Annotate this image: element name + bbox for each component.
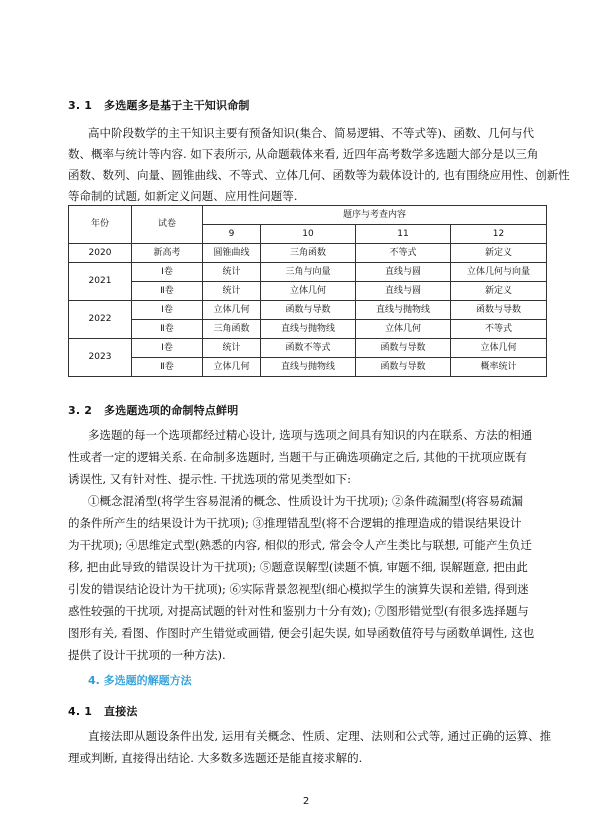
section-3-2-heading [68,402,238,418]
cell-topic: 直线与抛物线 [356,301,451,320]
header-paper: 试卷 [132,206,203,244]
cell-topic: 三角与向量 [261,263,356,282]
cell-topic: 新定义 [451,244,547,263]
header-question-11: 11 [356,225,451,244]
cell-topic: 统计 [203,263,261,282]
cell-year: 2021 [69,263,132,301]
cell-paper: Ⅰ卷 [132,339,203,358]
cell-topic: 立体几何 [356,320,451,339]
cell-topic: 函数与导数 [261,301,356,320]
cell-paper: Ⅱ卷 [132,282,203,301]
cell-paper: Ⅰ卷 [132,263,203,282]
paragraph-line: 引发的错误结论设计为干扰项); ⑥实际背景忽视型(细心模拟学生的演算失误和差错, 得到迷 [68,582,529,596]
cell-paper: Ⅱ卷 [132,320,203,339]
cell-topic: 三角函数 [203,320,261,339]
section-title: 多选题多是基于主干知识命制 [104,99,250,112]
cell-topic: 概率统计 [451,358,547,377]
cell-topic: 立体几何 [451,339,547,358]
cell-topic: 直线与圆 [356,263,451,282]
cell-topic: 不等式 [451,320,547,339]
question-topic-table [68,205,547,377]
paragraph-line: 多选题的每一个选项都经过精心设计, 选项与选项之间具有知识的内在联系、方法的相通 [88,428,533,442]
section-number: 3. 2 [68,404,93,417]
cell-year: 2023 [69,339,132,377]
paragraph-line: 高中阶段数学的主干知识主要有预备知识(集合、简易逻辑、不等式等)、函数、几何与代 [88,126,534,140]
header-group: 题序与考查内容 [203,206,547,225]
table-row [69,339,547,358]
cell-topic: 直线与圆 [356,282,451,301]
header-question-9: 9 [203,225,261,244]
section-3-1-heading [68,97,250,113]
paragraph-line: 直接法即从题设条件出发, 运用有关概念、性质、定理、法则和公式等, 通过正确的运算、推 [88,729,552,743]
section-title: 多选题选项的命制特点鲜明 [104,404,239,417]
section-number: 4. 1 [68,705,93,718]
cell-topic: 函数与导数 [356,339,451,358]
cell-topic: 函数与导数 [451,301,547,320]
cell-topic: 立体几何 [203,301,261,320]
paragraph-line: 为干扰项); ④思维定式型(熟悉的内容, 相似的形式, 常会令人产生类比与联想, 可能产生负迁 [68,538,532,552]
cell-topic: 直线与抛物线 [261,358,356,377]
cell-topic: 统计 [203,282,261,301]
table-row [69,263,547,282]
cell-topic: 圆锥曲线 [203,244,261,263]
paragraph-line: 诱误性, 又有针对性、提示性. 干扰选项的常见类型如下: [68,472,351,486]
cell-topic: 函数不等式 [261,339,356,358]
page-number: 2 [302,796,310,807]
paragraph-line: 函数、数列、向量、圆锥曲线、不等式、立体几何、函数等为载体设计的, 也有围绕应用性、创新性 [68,168,570,182]
cell-year: 2022 [69,301,132,339]
paragraph-line: 性或者一定的逻辑关系. 在命制多选题时, 当题干与正确选项确定之后, 其他的干扰项应既有 [68,450,527,464]
paragraph-line: 数、概率与统计等内容. 如下表所示, 从命题载体来看, 近四年高考数学多选题大部分是以三角 [68,147,539,161]
table-row [69,301,547,320]
paragraph-line: 理或判断, 直接得出结论. 大多数多选题还是能直接求解的. [68,751,363,765]
cell-topic: 立体几何 [203,358,261,377]
paragraph-line: 移, 把由此导致的错误设计为干扰项); ⑤题意误解型(读题不慎, 审题不细, 误解题意, 把由此 [68,560,528,574]
cell-topic: 直线与抛物线 [261,320,356,339]
cell-topic: 统计 [203,339,261,358]
paragraph-line: 提供了设计干扰项的一种方法). [68,648,226,662]
header-question-12: 12 [451,225,547,244]
table-row [69,282,547,301]
paragraph-line: 惑性较强的干扰项, 对提高试题的针对性和鉴别力十分有效); ⑦图形错觉型(有很多选择题与 [68,604,529,618]
cell-topic: 立体几何与向量 [451,263,547,282]
paragraph-line: 等命制的试题, 如新定义问题、应用性问题等. [68,189,298,203]
cell-paper: Ⅰ卷 [132,301,203,320]
header-year: 年份 [69,206,132,244]
header-question-10: 10 [261,225,356,244]
table-row [69,358,547,377]
section-4-heading: 4. 多选题的解题方法 [88,674,192,687]
cell-topic: 新定义 [451,282,547,301]
paragraph-line: 图形有关, 看图、作图时产生错觉或画错, 便会引起失误, 如导函数值符号与函数单调性, 这也 [68,626,535,640]
cell-paper: Ⅱ卷 [132,358,203,377]
cell-topic: 不等式 [356,244,451,263]
section-number: 3. 1 [68,99,93,112]
section-4-1-heading [68,703,138,719]
section-title: 直接法 [104,705,138,718]
cell-topic: 立体几何 [261,282,356,301]
paragraph-line: ①概念混淆型(将学生容易混淆的概念、性质设计为干扰项); ②条件疏漏型(将容易疏漏 [88,494,523,508]
table-row [69,320,547,339]
cell-paper: 新高考 [132,244,203,263]
table-row [69,244,547,263]
cell-topic: 函数与导数 [356,358,451,377]
paragraph-line: 的条件所产生的结果设计为干扰项); ③推理错乱型(将不合逻辑的推理造成的错误结果设计 [68,516,522,530]
cell-topic: 三角函数 [261,244,356,263]
cell-year: 2020 [69,244,132,263]
